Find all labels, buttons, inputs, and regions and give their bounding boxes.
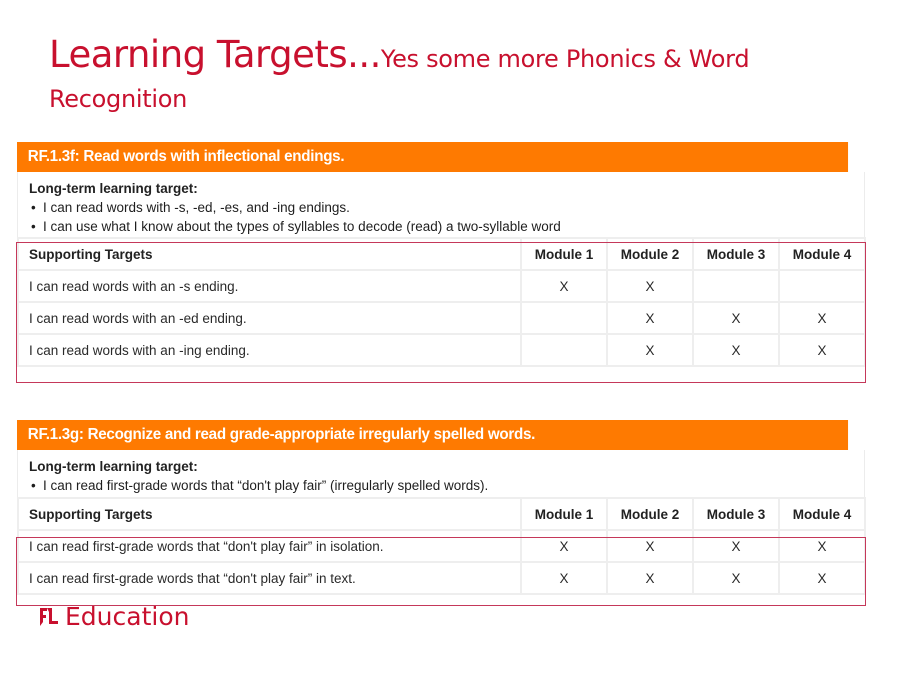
module-mark xyxy=(521,302,607,334)
module-mark xyxy=(693,270,779,302)
supporting-targets-table xyxy=(17,497,866,595)
table-row xyxy=(18,270,865,302)
column-header: Module 1 xyxy=(521,238,607,270)
column-header: Module 2 xyxy=(607,498,693,530)
module-mark: X xyxy=(521,562,607,594)
target-cell: I can read first-grade words that “don't play fair” in text. xyxy=(18,562,521,594)
long-term-label: Long-term learning target: xyxy=(29,459,198,474)
module-mark: X xyxy=(607,562,693,594)
target-cell: I can read words with an -ing ending. xyxy=(18,334,521,366)
long-term-target-item: • I can read words with -s, -ed, -es, and -ing endings. xyxy=(31,200,350,215)
module-mark: X xyxy=(779,562,865,594)
el-logo-icon xyxy=(38,606,60,628)
module-mark: X xyxy=(607,302,693,334)
module-mark: X xyxy=(779,302,865,334)
module-mark: X xyxy=(607,530,693,562)
module-mark: X xyxy=(693,530,779,562)
module-mark: X xyxy=(693,302,779,334)
title-main: Learning Targets... xyxy=(49,33,381,76)
long-term-target-block xyxy=(17,172,865,237)
module-mark: X xyxy=(779,530,865,562)
title-sub-line2: Recognition xyxy=(49,85,188,113)
target-cell: I can read first-grade words that “don't play fair” in isolation. xyxy=(18,530,521,562)
module-mark: X xyxy=(607,334,693,366)
module-mark: X xyxy=(693,334,779,366)
table-row xyxy=(18,562,865,594)
column-header: Module 3 xyxy=(693,238,779,270)
column-header: Module 1 xyxy=(521,498,607,530)
title-sub: Yes some more Phonics & Word xyxy=(380,45,750,73)
column-header: Module 3 xyxy=(693,498,779,530)
table-header-row xyxy=(18,238,865,270)
module-mark: X xyxy=(693,562,779,594)
module-mark xyxy=(521,334,607,366)
long-term-target-item: • I can read first-grade words that “don't play fair” (irregularly spelled words). xyxy=(31,478,489,493)
table-row xyxy=(18,334,865,366)
standard-header: RF.1.3f: Read words with inflectional endings. xyxy=(17,142,848,172)
long-term-label: Long-term learning target: xyxy=(29,181,198,196)
logo-text: Education xyxy=(65,602,190,631)
module-mark xyxy=(779,270,865,302)
target-cell: I can read words with an -ed ending. xyxy=(18,302,521,334)
module-mark: X xyxy=(779,334,865,366)
module-mark: X xyxy=(521,530,607,562)
table-header-row xyxy=(18,498,865,530)
table-row xyxy=(18,530,865,562)
supporting-targets-table xyxy=(17,237,866,367)
el-education-logo xyxy=(38,604,189,629)
standard-table-rf-1-3g xyxy=(17,420,865,595)
standard-header: RF.1.3g: Recognize and read grade-appropriate irregularly spelled words. xyxy=(17,420,848,450)
standard-table-rf-1-3f xyxy=(17,142,865,367)
slide-title xyxy=(49,33,849,113)
module-mark: X xyxy=(607,270,693,302)
column-header: Module 2 xyxy=(607,238,693,270)
table-row xyxy=(18,302,865,334)
module-mark: X xyxy=(521,270,607,302)
long-term-target-item: • I can use what I know about the types of syllables to decode (read) a two-syllable word xyxy=(31,219,561,234)
target-cell: I can read words with an -s ending. xyxy=(18,270,521,302)
column-header: Module 4 xyxy=(779,238,865,270)
column-header: Supporting Targets xyxy=(18,498,521,530)
long-term-target-block xyxy=(17,450,865,497)
column-header: Module 4 xyxy=(779,498,865,530)
column-header: Supporting Targets xyxy=(18,238,521,270)
